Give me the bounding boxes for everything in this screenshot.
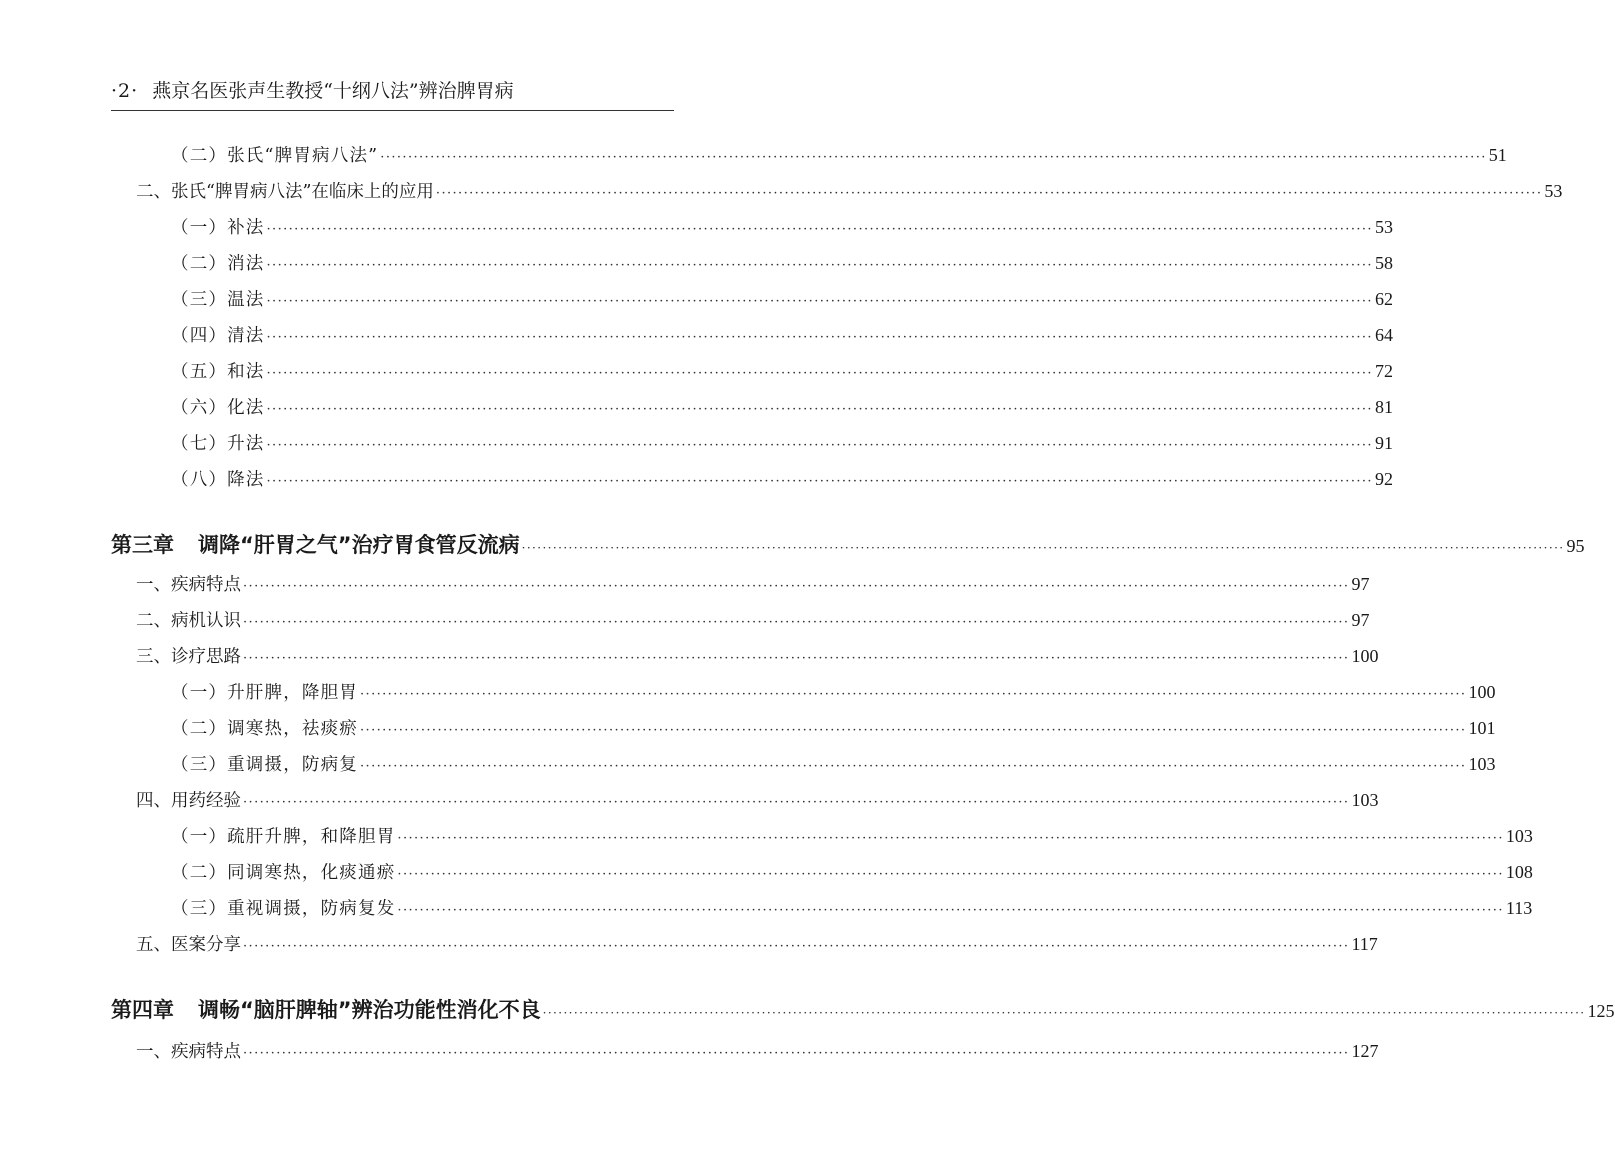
toc-entry-page: 103 [1505, 826, 1533, 846]
toc-entry-label: 五、医案分享 [136, 935, 241, 955]
toc-chapter-3[interactable] [111, 530, 1585, 563]
toc-entry[interactable] [111, 571, 1370, 600]
toc-entry[interactable] [111, 895, 1533, 924]
toc-entry[interactable] [111, 178, 1563, 207]
dot-leader: ········································································································································································································ [266, 294, 1373, 309]
toc-entry-page: 62 [1374, 289, 1393, 309]
chapter-title: 调畅“脑肝脾轴”辨治功能性消化不良 [198, 998, 541, 1022]
toc-entry[interactable] [111, 466, 1393, 495]
toc-entry[interactable] [111, 751, 1496, 780]
dot-leader: ········································································································································································································ [397, 903, 1504, 918]
toc-entry-label: 一、疾病特点 [136, 1042, 241, 1062]
chapter-title: 调降“肝胃之气”治疗胃食管反流病 [198, 533, 520, 557]
dot-leader: ········································································································································································································ [266, 258, 1373, 273]
dot-leader: ········································································································································································································ [243, 795, 1350, 810]
dot-leader: ········································································································································································································ [266, 474, 1373, 489]
dot-leader: ········································································································································································································ [380, 150, 1487, 165]
toc-entry-label: （一）疏肝升脾，和降胆胃 [171, 827, 396, 847]
toc-entry-label: （五）和法 [171, 362, 265, 382]
toc-entry-page: 53 [1374, 217, 1393, 237]
toc-entry[interactable] [111, 214, 1393, 243]
chapter-number: 第三章 [111, 533, 174, 557]
toc-entry-page: 64 [1374, 325, 1393, 345]
dot-leader: ········································································································································································································ [397, 867, 1504, 882]
toc-entry-page: 108 [1505, 862, 1533, 882]
toc-entry[interactable] [111, 322, 1393, 351]
toc-entry-page: 72 [1374, 361, 1393, 381]
page-number: ·2· [111, 80, 139, 102]
toc-chapter-4[interactable] [111, 995, 1615, 1028]
dot-leader: ········································································································································································································ [521, 541, 1565, 555]
toc-entry-page: 97 [1351, 574, 1370, 594]
toc-entry-page: 100 [1468, 682, 1496, 702]
toc-entry[interactable] [111, 715, 1496, 744]
toc-entry[interactable] [111, 1038, 1379, 1067]
toc-entry-label: （三）重调摄，防病复 [171, 755, 358, 775]
toc-entry-label: （八）降法 [171, 470, 265, 490]
toc-entry-page: 103 [1468, 754, 1496, 774]
toc-entry-label: （二）同调寒热，化痰通瘀 [171, 863, 396, 883]
toc-entry-page: 101 [1468, 718, 1496, 738]
dot-leader: ········································································································································································································ [266, 402, 1373, 417]
toc-entry-label: （三）重视调摄，防病复发 [171, 899, 396, 919]
dot-leader: ········································································································································································································ [243, 579, 1350, 594]
toc-entry[interactable] [111, 358, 1393, 387]
dot-leader: ········································································································································································································ [360, 759, 1467, 774]
toc-entry-label: 四、用药经验 [136, 791, 241, 811]
toc-entry-label: 二、病机认识 [136, 611, 241, 631]
toc-entry-page: 92 [1374, 469, 1393, 489]
toc-entry[interactable] [111, 430, 1393, 459]
toc-entry[interactable] [111, 250, 1393, 279]
toc-entry[interactable] [111, 142, 1507, 171]
toc-entry-label: 三、诊疗思路 [136, 647, 241, 667]
toc-entry-page: 97 [1351, 610, 1370, 630]
dot-leader: ········································································································································································································ [243, 939, 1350, 954]
toc-entry-page: 100 [1351, 646, 1379, 666]
chapter-number: 第四章 [111, 998, 174, 1022]
toc-entry-page: 53 [1544, 181, 1563, 201]
toc-entry-page: 91 [1374, 433, 1393, 453]
toc-entry-label: （一）补法 [171, 218, 265, 238]
toc-entry[interactable] [111, 679, 1496, 708]
toc-entry[interactable] [111, 643, 1379, 672]
dot-leader: ········································································································································································································ [266, 438, 1373, 453]
toc-entry-label: （二）张氏“脾胃病八法” [171, 146, 379, 166]
toc-entry-label: （六）化法 [171, 398, 265, 418]
dot-leader: ········································································································································································································ [243, 1046, 1350, 1061]
toc-entry-page: 113 [1505, 898, 1533, 918]
dot-leader: ········································································································································································································ [266, 366, 1373, 381]
toc-entry-page: 127 [1351, 1041, 1379, 1061]
toc-entry-label: 一、疾病特点 [136, 575, 241, 595]
dot-leader: ········································································································································································································ [266, 330, 1373, 345]
dot-leader: ········································································································································································································ [243, 615, 1350, 630]
toc-entry-label: 二、张氏“脾胃病八法”在临床上的应用 [136, 182, 434, 202]
toc-entry-label: （七）升法 [171, 434, 265, 454]
dot-leader: ········································································································································································································ [397, 831, 1504, 846]
dot-leader: ········································································································································································································ [266, 222, 1373, 237]
toc-entry[interactable] [111, 931, 1378, 960]
toc-entry-page: 51 [1488, 145, 1507, 165]
toc-entry[interactable] [111, 859, 1533, 888]
toc-entry-page: 103 [1351, 790, 1379, 810]
toc-entry-label: （一）升肝脾，降胆胃 [171, 683, 358, 703]
toc-entry[interactable] [111, 607, 1370, 636]
toc-entry[interactable] [111, 823, 1533, 852]
toc-entry[interactable] [111, 286, 1393, 315]
toc-entry[interactable] [111, 394, 1393, 423]
toc-entry-label: （二）调寒热，祛痰瘀 [171, 719, 358, 739]
dot-leader: ········································································································································································································ [360, 687, 1467, 702]
toc-entry-page: 95 [1566, 536, 1585, 556]
toc-entry-label: （二）消法 [171, 254, 265, 274]
dot-leader: ········································································································································································································ [542, 1006, 1586, 1020]
book-title: 燕京名医张声生教授“十纲八法”辨治脾胃病 [152, 80, 514, 102]
toc-entry-page: 58 [1374, 253, 1393, 273]
toc-entry-page: 125 [1587, 1001, 1615, 1021]
running-header [111, 78, 674, 111]
toc-entry-page: 117 [1351, 934, 1378, 954]
dot-leader: ········································································································································································································ [243, 651, 1350, 666]
toc-entry[interactable] [111, 787, 1379, 816]
toc-entry-page: 81 [1374, 397, 1393, 417]
toc-entry-label: （三）温法 [171, 290, 265, 310]
toc-entry-label: （四）清法 [171, 326, 265, 346]
dot-leader: ········································································································································································································ [360, 723, 1467, 738]
dot-leader: ········································································································································································································ [435, 186, 1543, 201]
